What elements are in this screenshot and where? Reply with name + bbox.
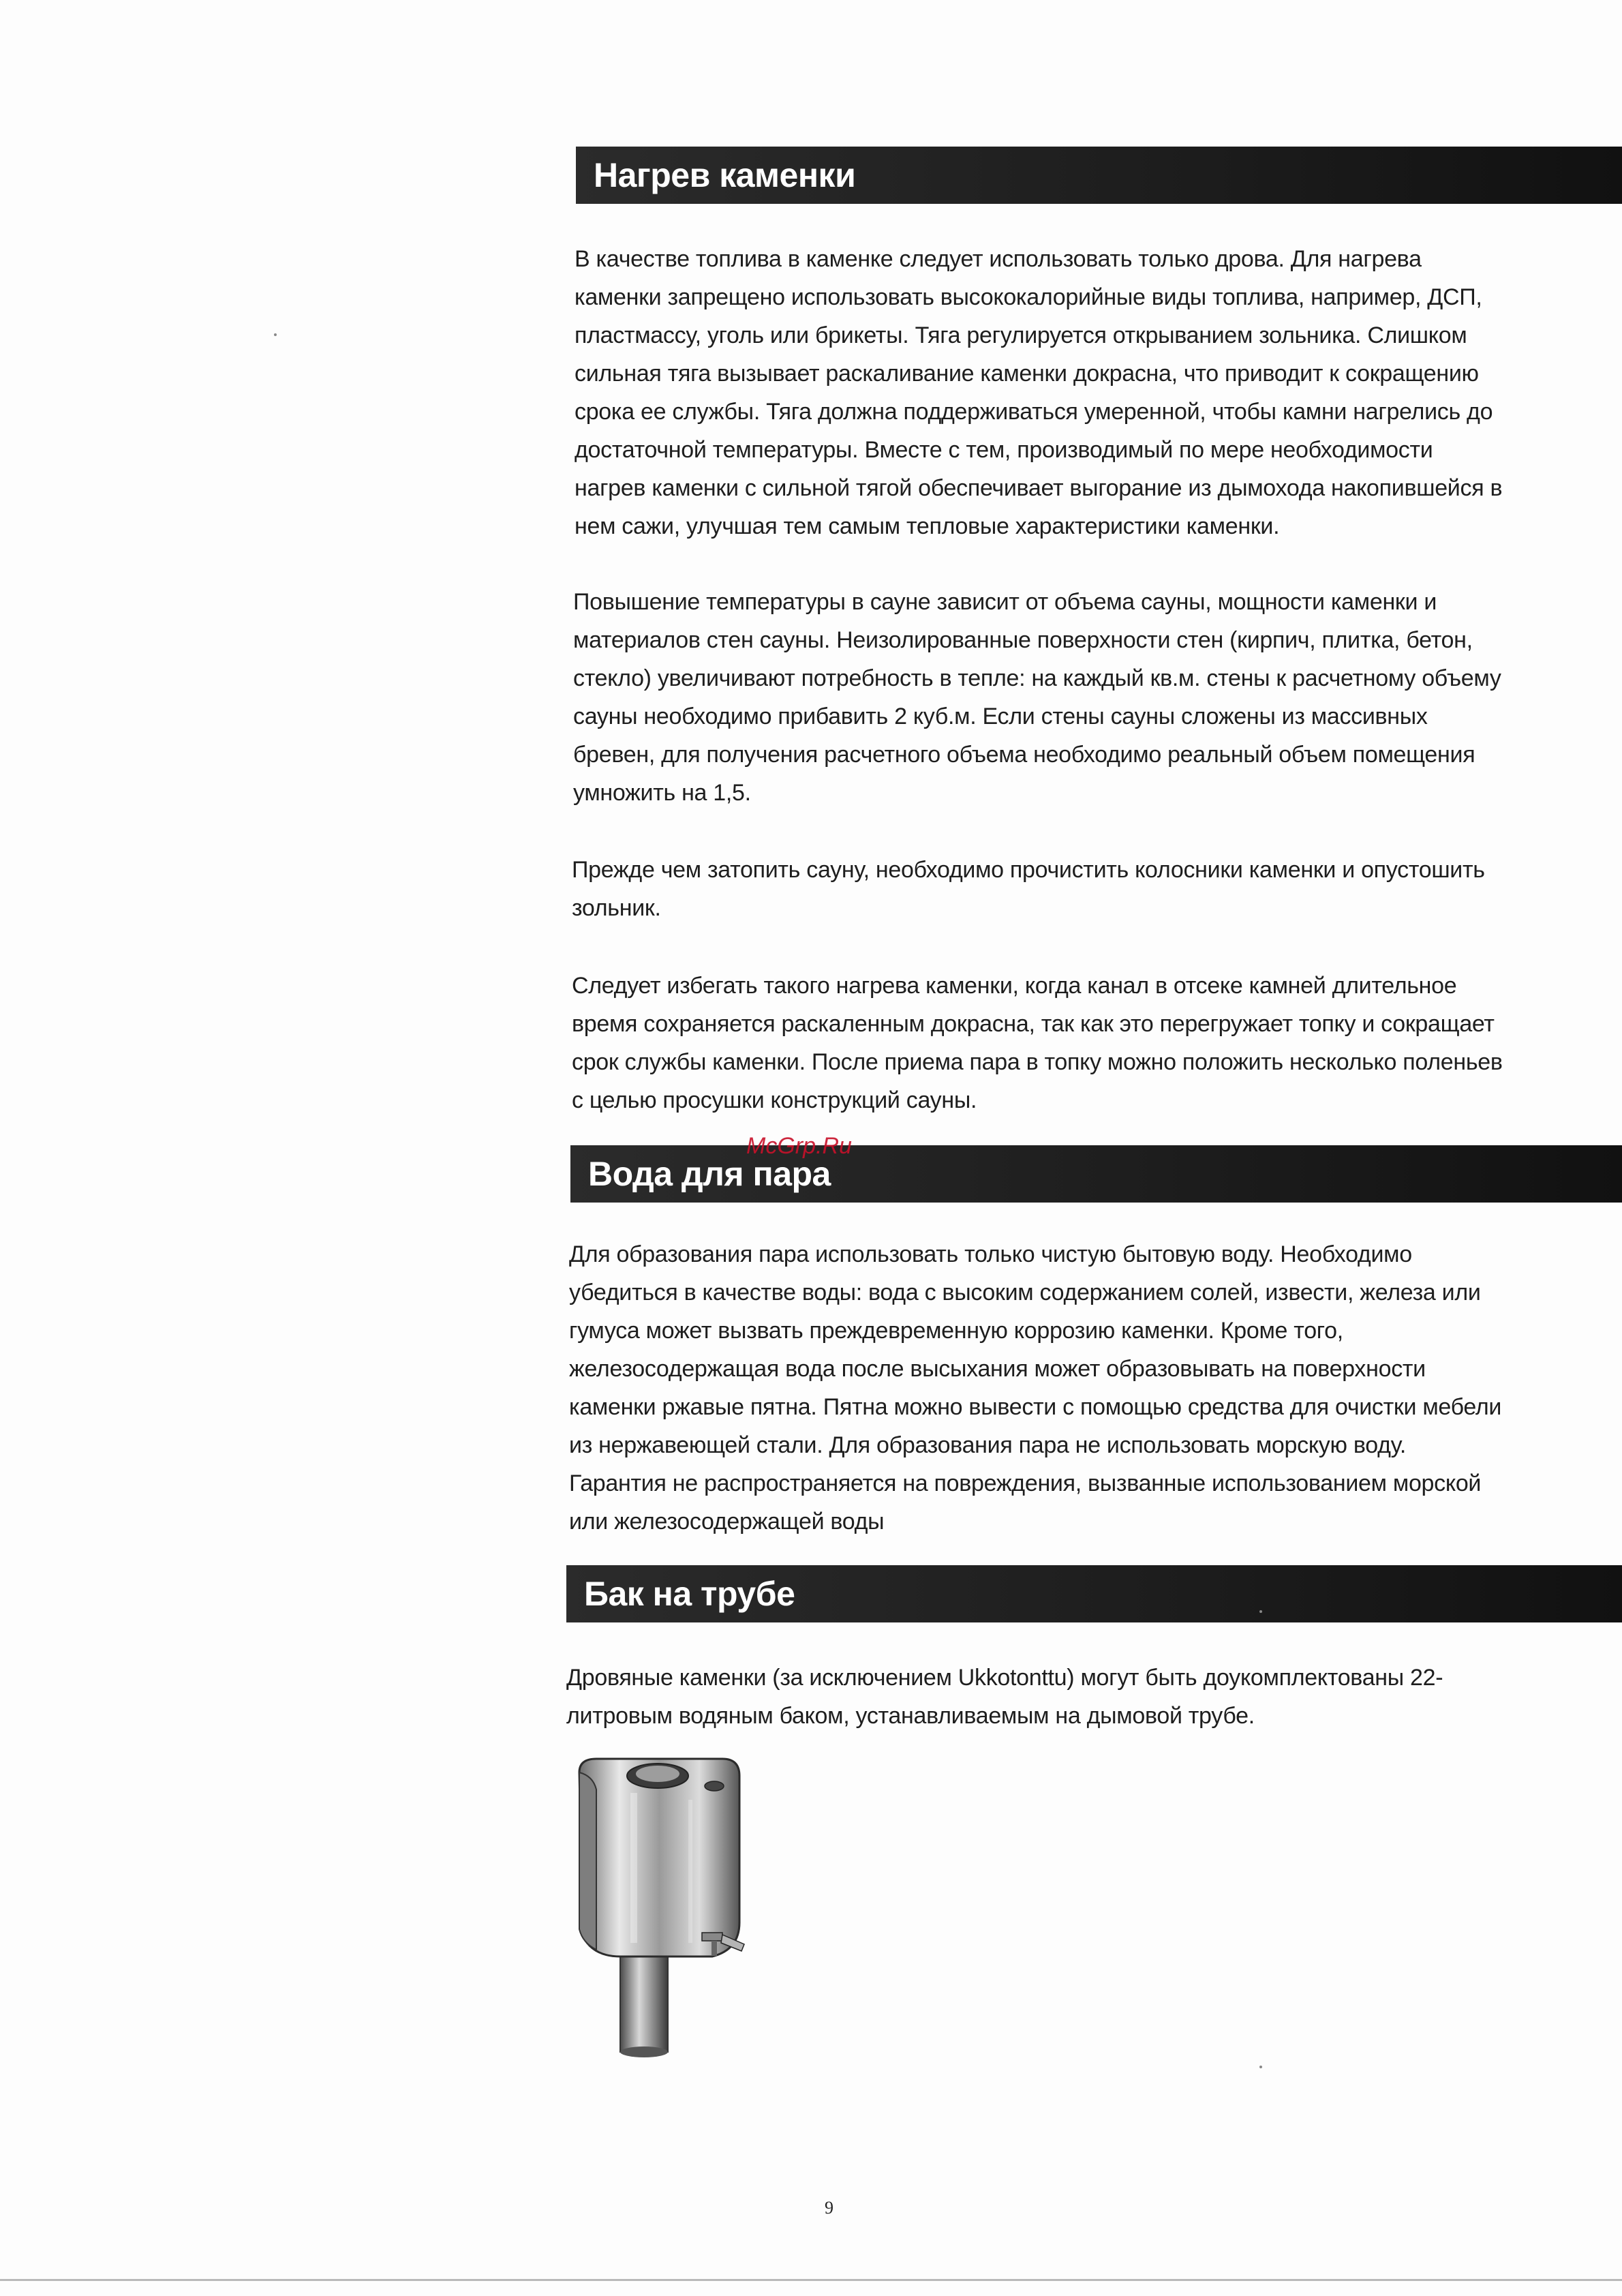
scan-speck — [1259, 1610, 1262, 1613]
paragraph: Для образования пара использовать только чистую бытовую воду. Необходимо убедиться в качестве воды: вода с высоким содержанием солей, извести, железа или гумуса может вызвать преждевременную коррозию каменки. Кроме того, железосодержащая вода после высыхания может образовывать на поверхности каменки ржавые пятна. Пятна можно вывести с помощью средства для очистки мебели из нержавеющей стали. Для образования пара не использовать морскую воду. Гарантия не распространяется на повреждения, вызванные использованием морской или железосодержащей воды — [569, 1241, 1502, 1535]
tank-fill-cap — [705, 1781, 724, 1791]
page-number: 9 — [825, 2198, 833, 2218]
section-header-steam-water — [570, 1145, 1622, 1203]
watermark: McGrp.Ru — [746, 1133, 852, 1159]
section-title: Нагрев каменки — [594, 156, 856, 194]
tank-chimney-inner — [636, 1766, 679, 1782]
tank-faucet-spout — [711, 1941, 717, 1956]
section-title: Бак на трубе — [584, 1575, 795, 1613]
section-title: Вода для пара — [588, 1155, 831, 1193]
tank-highlight — [630, 1793, 637, 1943]
section-header-heating — [576, 147, 1622, 204]
tank-faucet — [702, 1933, 722, 1941]
tank-highlight — [688, 1800, 692, 1943]
paragraph: Дровяные каменки (за исключением Ukkotonttu) могут быть доукомплектованы 22-литровым водяным баком, устанавливаемым на дымовой трубе. — [566, 1665, 1443, 1729]
paragraph: Следует избегать такого нагрева каменки, когда канал в отсеке камней длительное время сохраняется раскаленным докрасна, так как это перегружает топку и сокращает срок службы каменки. После приема пара в топку можно положить несколько поленьев с целью просушки конструкций сауны. — [572, 973, 1503, 1113]
pipe-bottom-rim — [620, 2046, 668, 2057]
tank-side — [579, 1772, 596, 1950]
paragraph: Повышение температуры в сауне зависит от объема сауны, мощности каменки и материалов стен сауны. Неизолированные поверхности стен (кирпич, плитка, бетон, стекло) увеличивают потребность в тепле: на каждый кв.м. стены к расчетному объему сауны необходимо прибавить 2 куб.м. Если стены сауны сложены из массивных бревен, для получения расчетного объема необходимо реальный объем помещения умножить на 1,5. — [573, 589, 1501, 806]
paragraph: Прежде чем затопить сауну, необходимо прочистить колосники каменки и опустошить зольник. — [572, 857, 1485, 921]
water-tank-on-chimney-illustration — [566, 1752, 763, 2059]
chimney-pipe-lower — [620, 1957, 668, 2052]
scan-edge-line — [0, 2279, 1622, 2281]
paragraph: В качестве топлива в каменке следует использовать только дрова. Для нагрева каменки запрещено использовать высококалорийные виды топлива, например, ДСП, пластмассу, уголь или брикеты. Тяга регулируется открыванием зольника. Слишком сильная тяга вызывает раскаливание каменки докрасна, что приводит к сокращению срока ее службы. Тяга должна поддерживаться умеренной, чтобы камни нагрелись до достаточной температуры. Вместе с тем, производимый по мере необходимости нагрев каменки с сильной тягой обеспечивает выгорание из дымохода накопившейся в нем сажи, улучшая тем самым тепловые характеристики каменки. — [575, 246, 1503, 539]
section-header-chimney-tank — [566, 1565, 1622, 1622]
scan-speck — [1259, 2066, 1262, 2068]
scan-speck — [274, 333, 277, 336]
